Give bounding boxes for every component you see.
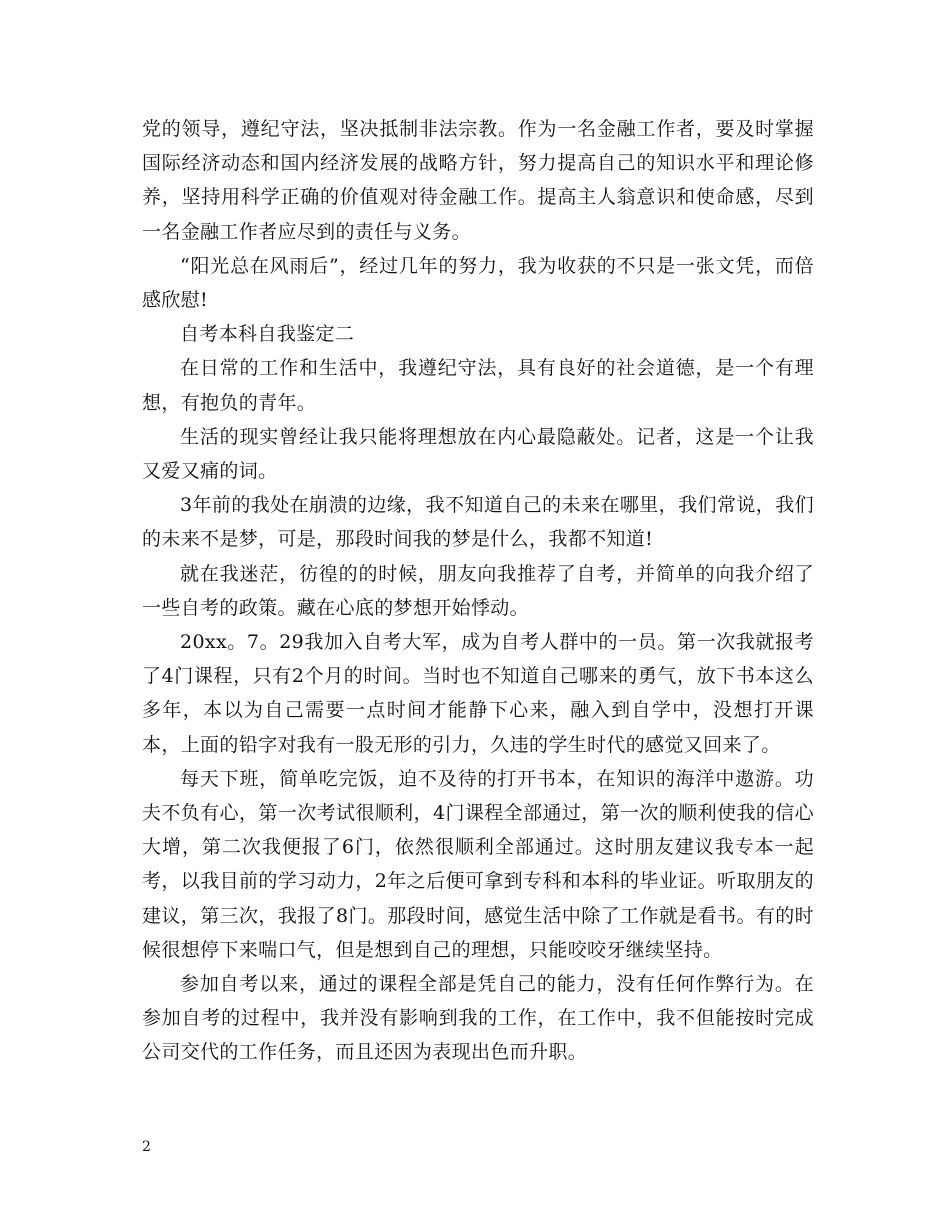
page-number: 2 [142,1139,151,1155]
paragraph-4: 生活的现实曾经让我只能将理想放在内心最隐蔽处。记者，这是一个让我又爱又痛的词。 [142,425,814,483]
paragraph-6: 就在我迷茫，彷徨的的时候，朋友向我推荐了自考，并简单的向我介绍了一些自考的政策。藏在心底的梦想开始悸动。 [142,562,814,619]
paragraph-7: 20xx。7。29我加入自考大军，成为自考人群中的一员。第一次我就报考了4门课程，只有2个月的时间。当时也不知道自己哪来的勇气，放下书本这么多年，本以为自己需要一点时间才能静下心来，融入到自学中，没想打开课本，上面的铅字对我有一股无形的引力，久违的学生时代的感觉又回来了。 [142,631,814,756]
section-heading: 自考本科自我鉴定二 [180,323,355,346]
body-text [142,112,814,1070]
paragraph-8: 每天下班，简单吃完饭，迫不及待的打开书本，在知识的海洋中遨游。功夫不负有心，第一次考试很顺利，4门课程全部通过，第一次的顺利使我的信心大增，第二次我便报了6门，依然很顺利全部通过。这时朋友建议我专本一起考，以我目前的学习动力，2年之后便可拿到专科和本科的毕业证。听取朋友的建议，第三次，我报了8门。那段时间，感觉生活中除了工作就是看书。有的时候很想停下来喘口气，但是想到自己的理想，只能咬咬牙继续坚持。 [142,767,814,961]
paragraph-5: 3年前的我处在崩溃的边缘，我不知道自己的未来在哪里，我们常说，我们的未来不是梦，可是，那段时间我的梦是什么，我都不知道! [142,494,814,551]
paragraph-2: “阳光总在风雨后”，经过几年的努力，我为收获的不只是一张文凭，而倍感欣慰! [142,254,814,312]
paragraph-3: 在日常的工作和生活中，我遵纪守法，具有良好的社会道德，是一个有理想，有抱负的青年。 [142,357,814,414]
paragraph-9: 参加自考以来，通过的课程全部是凭自己的能力，没有任何作弊行为。在参加自考的过程中，我并没有影响到我的工作，在工作中，我不但能按时完成公司交代的工作任务，而且还因为表现出色而升职。 [142,973,814,1064]
paragraph-1: 党的领导，遵纪守法，坚决抵制非法宗教。作为一名金融工作者，要及时掌握国际经济动态和国内经济发展的战略方针，努力提高自己的知识水平和理论修养，坚持用科学正确的价值观对待金融工作。提高主人翁意识和使命感，尽到一名金融工作者应尽到的责任与义务。 [142,118,814,243]
